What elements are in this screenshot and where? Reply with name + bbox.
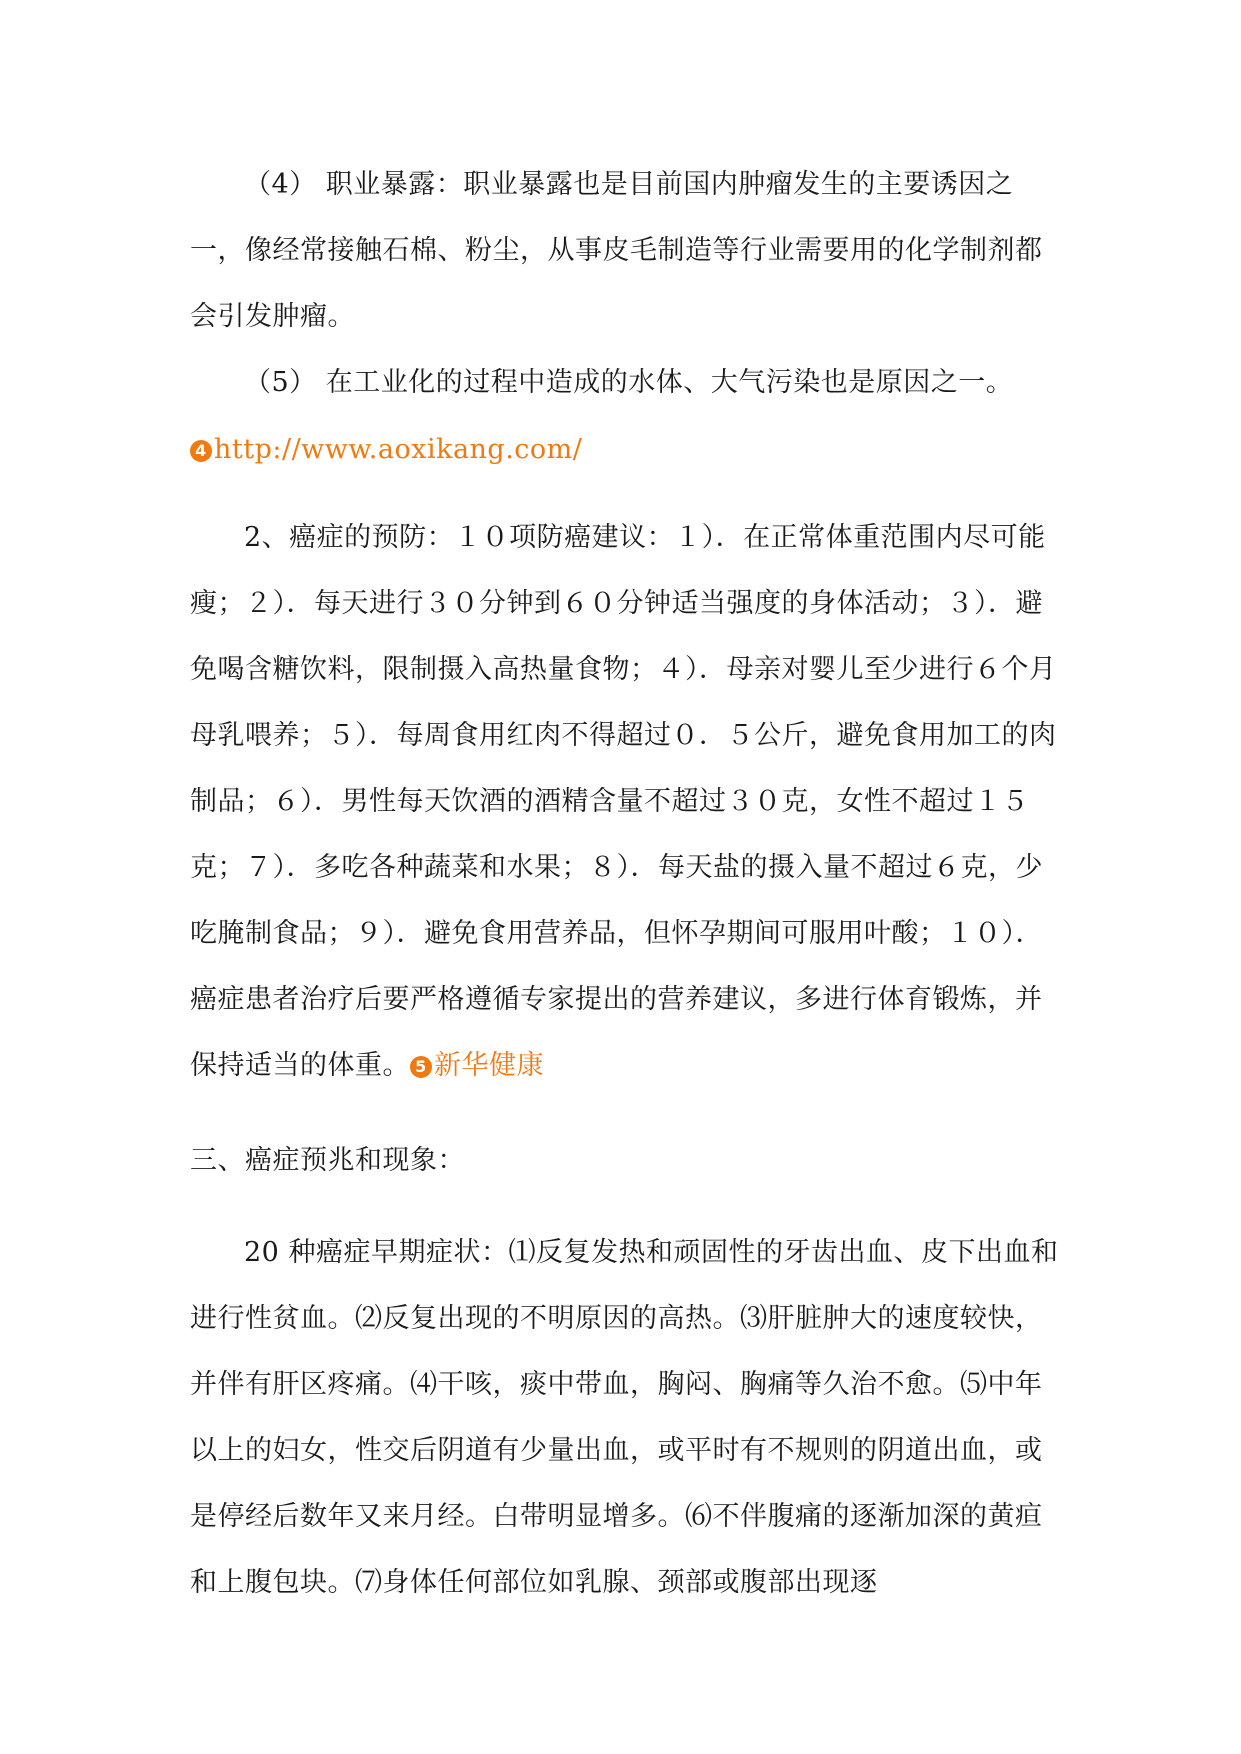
paragraph-pollution: （5） 在工业化的过程中造成的水体、大气污染也是原因之一。 — [244, 367, 1014, 398]
section-heading-3: 三、癌症预兆和现象： — [190, 1145, 465, 1176]
paragraph-prevention — [190, 505, 1060, 1099]
paragraph-occupational-exposure: （4） 职业暴露：职业暴露也是目前国内肿瘤发生的主要诱因之一，像经常接触石棉、粉尘，从事皮毛制造等行业需要用的化学制剂都会引发肿瘤。 — [190, 169, 1043, 332]
prevention-text: 2、癌症的预防：１０项防癌建议：１）．在正常体重范围内尽可能瘦；２）．每天进行３０分钟到６０分钟适当强度的身体活动；３）．避免喝含糖饮料，限制摄入高热量食物；４）．母亲对婴儿至少进行６个月母乳喂养；５）．每周食用红肉不得超过０．５公斤，避免食用加工的肉制品；６）．男性每天饮酒的酒精含量不超过３０克，女性不超过１５克；７）．多吃各种蔬菜和水果；８）．每天盐的摄入量不超过６克，少吃腌制食品；９）．避免食用营养品，但怀孕期间可服用叶酸；１０）．癌症患者治疗后要严格遵循专家提出的营养建议，多进行体育锻炼，并保持适当的体重。 — [190, 522, 1057, 1081]
paragraph-early-symptoms: 20 种癌症早期症状：⑴反复发热和顽固性的牙齿出血、皮下出血和进行性贫血。⑵反复出现的不明原因的高热。⑶肝脏肿大的速度较快，并伴有肝区疼痛。⑷干咳，痰中带血，胸闷、胸痛等久治不愈。⑸中年以上的妇女，性交后阴道有少量出血，或平时有不规则的阴道出血，或是停经后数年又来月经。白带明显增多。⑹不伴腹痛的逐渐加深的黄疸和上腹包块。⑺身体任何部位如乳腺、颈部或腹部出现逐 — [190, 1237, 1059, 1598]
reference-marker-4: 4 — [190, 440, 212, 462]
reference-marker-5: 5 — [410, 1056, 432, 1078]
reference-link-aoxikang[interactable]: http://www.aoxikang.com/ — [214, 434, 583, 465]
reference-4[interactable] — [190, 417, 1060, 483]
reference-link-xinhua[interactable]: 新华健康 — [434, 1050, 544, 1081]
